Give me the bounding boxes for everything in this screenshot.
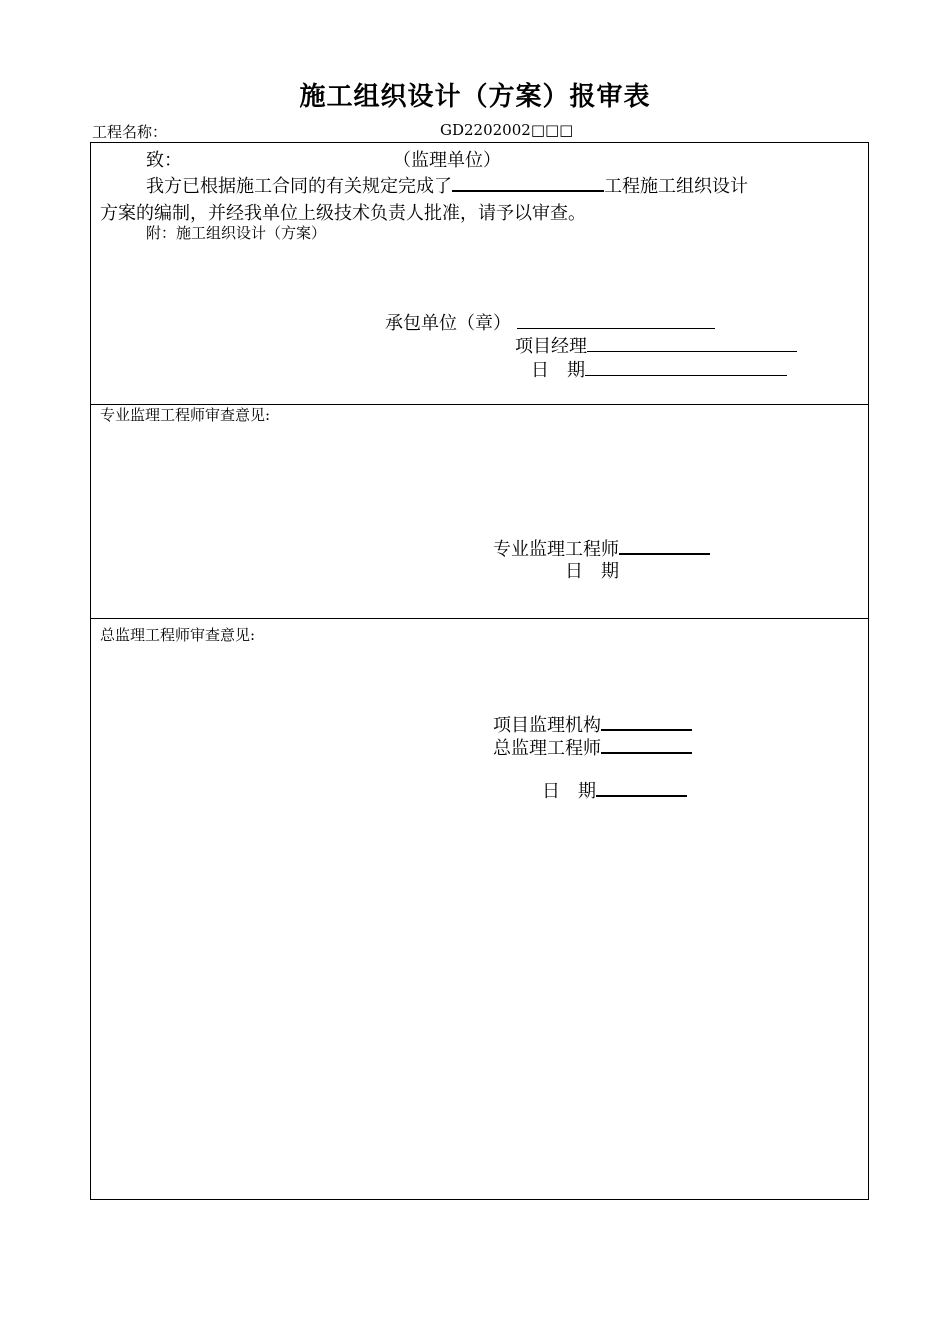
attachment-label: 附：施工组织设计（方案） <box>146 224 327 242</box>
engineer-label: 专业监理工程师 <box>493 539 619 560</box>
engineer-signature-line[interactable] <box>619 552 710 555</box>
date-line-1[interactable] <box>585 374 787 376</box>
contractor-label: 承包单位（章） <box>385 313 511 334</box>
date-label-2: 日 期 <box>565 561 619 582</box>
date-line-3[interactable] <box>596 794 687 797</box>
date-row-1 <box>531 356 787 382</box>
to-label: 致： <box>146 150 182 171</box>
contractor-signature-line[interactable] <box>517 327 715 329</box>
supervisor-unit-label: （监理单位） <box>393 150 501 171</box>
date-label-1: 日 期 <box>531 360 585 381</box>
form-title: 施工组织设计（方案）报审表 <box>299 82 651 112</box>
org-label: 项目监理机构 <box>493 715 601 736</box>
project-name-blank[interactable] <box>452 189 604 192</box>
project-name-label: 工程名称： <box>92 123 168 141</box>
engineer-review-section <box>90 404 869 619</box>
application-text-part1: 我方已根据施工合同的有关规定完成了 <box>146 176 452 197</box>
chief-signature-line[interactable] <box>601 751 692 754</box>
application-text-line2: 方案的编制，并经我单位上级技术负责人批准，请予以审查。 <box>100 203 586 224</box>
chief-row <box>493 734 692 760</box>
chief-label: 总监理工程师 <box>493 738 601 759</box>
application-text-part2: 工程施工组织设计 <box>604 176 748 197</box>
engineer-review-heading: 专业监理工程师审查意见: <box>100 406 271 424</box>
chief-review-section <box>90 618 869 1200</box>
date-row-3 <box>542 777 687 803</box>
pm-row <box>515 332 797 358</box>
form-code: GD2202002□□□ <box>440 121 574 139</box>
org-signature-line[interactable] <box>601 728 692 731</box>
pm-signature-line[interactable] <box>587 350 797 352</box>
chief-review-heading: 总监理工程师审查意见: <box>100 626 256 644</box>
application-text-line1 <box>146 172 748 198</box>
date-label-3: 日 期 <box>542 781 596 802</box>
pm-label: 项目经理 <box>515 336 587 357</box>
